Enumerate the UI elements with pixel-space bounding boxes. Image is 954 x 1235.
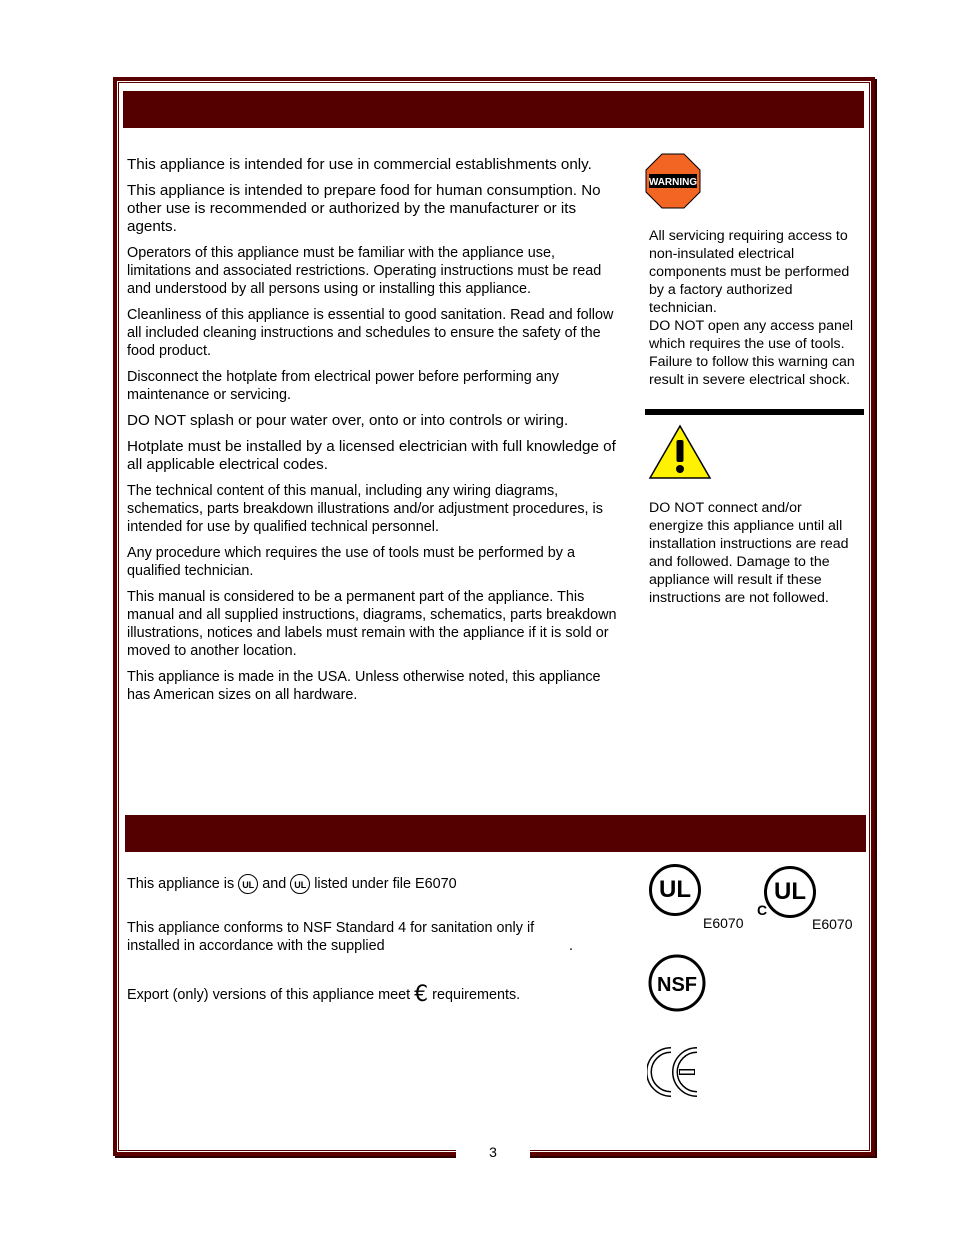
- cul-file-number: E6070: [812, 916, 853, 932]
- warning-sign-label: WARNING: [648, 177, 698, 188]
- section-header-bar-1: [123, 91, 864, 128]
- caution-text: DO NOT connect and/or energize this appliance until all installation instructions are read and followed. Damage to the appliance will result if these instructions are not followed.: [649, 500, 849, 606]
- cul-logo-icon: UL: [764, 866, 816, 918]
- nsf-line-1: This appliance conforms to NSF Standard 4 for sanitation only if: [127, 920, 535, 936]
- ce-mark-icon: [647, 1046, 701, 1100]
- paragraph: Operators of this appliance must be familiar with the appliance use, limitations and associated restrictions. Operating instructions must be read and understood by all persons using or installing this appliance.: [127, 245, 602, 297]
- ce-inline-icon: €: [414, 982, 429, 1008]
- paragraph: Cleanliness of this appliance is essential to good sanitation. Read and follow all included cleaning instructions and schedules to ensure the safety of the food product.: [127, 307, 614, 359]
- paragraph: Disconnect the hotplate from electrical power before performing any maintenance or servicing.: [127, 369, 559, 403]
- ul-logo-icon: UL: [649, 864, 701, 916]
- nsf-line-2: installed in accordance with the supplied: [127, 938, 385, 954]
- cul-inline-icon: UL: [290, 874, 310, 894]
- warning-sign-icon: [645, 153, 701, 209]
- page-number: 3: [489, 1144, 497, 1160]
- paragraph: The technical content of this manual, including any wiring diagrams, schematics, parts breakdown illustrations and/or adjustment procedures, is intended for use by qualified technical personnel.: [127, 483, 603, 535]
- section-header-bar-2: [125, 815, 866, 852]
- ul-listing-line: [127, 874, 457, 894]
- paragraph: Any procedure which requires the use of tools must be performed by a qualified technician.: [127, 545, 575, 579]
- ce-suffix: requirements.: [432, 987, 521, 1003]
- caution-triangle-icon: [648, 424, 712, 480]
- paragraph: Hotplate must be installed by a licensed electrician with full knowledge of all applicable electrical codes.: [127, 438, 616, 473]
- ce-prefix: Export (only) versions of this appliance meet: [127, 987, 411, 1003]
- nsf-logo-icon: [647, 953, 707, 1013]
- ul-prefix: This appliance is: [127, 875, 235, 892]
- nsf-logo-label: NSF: [657, 974, 697, 996]
- ce-line: [127, 982, 521, 1008]
- paragraph: This appliance is intended for use in commercial establishments only.: [127, 156, 592, 173]
- divider-rule: [645, 409, 864, 415]
- warning-text: All servicing requiring access to non-insulated electrical components must be performed by a factory authorized technician. DO NOT open any access panel which requires the use of tools. Failure to follow this warning can result in severe electrical shock.: [649, 228, 855, 388]
- ul-and: and: [262, 875, 287, 892]
- paragraph: This manual is considered to be a permanent part of the appliance. This manual and all supplied instructions, diagrams, schematics, parts breakdown illustrations, notices and labels must remain with the appliance if it is sold or moved to another location.: [127, 589, 617, 659]
- ul-file-number: E6070: [703, 915, 744, 931]
- ul-inline-icon: UL: [238, 874, 258, 894]
- ul-suffix: listed under file E6070: [314, 875, 457, 892]
- canada-c-mark: C: [757, 902, 768, 918]
- paragraph: DO NOT splash or pour water over, onto or into controls or wiring.: [127, 412, 569, 429]
- paragraph: This appliance is intended to prepare food for human consumption. No other use is recommended or authorized by the manufacturer or its agents.: [127, 182, 601, 235]
- safety-text-column: [127, 156, 619, 712]
- paragraph: This appliance is made in the USA. Unless otherwise noted, this appliance has American sizes on all hardware.: [127, 669, 601, 703]
- nsf-line-end: .: [569, 938, 573, 954]
